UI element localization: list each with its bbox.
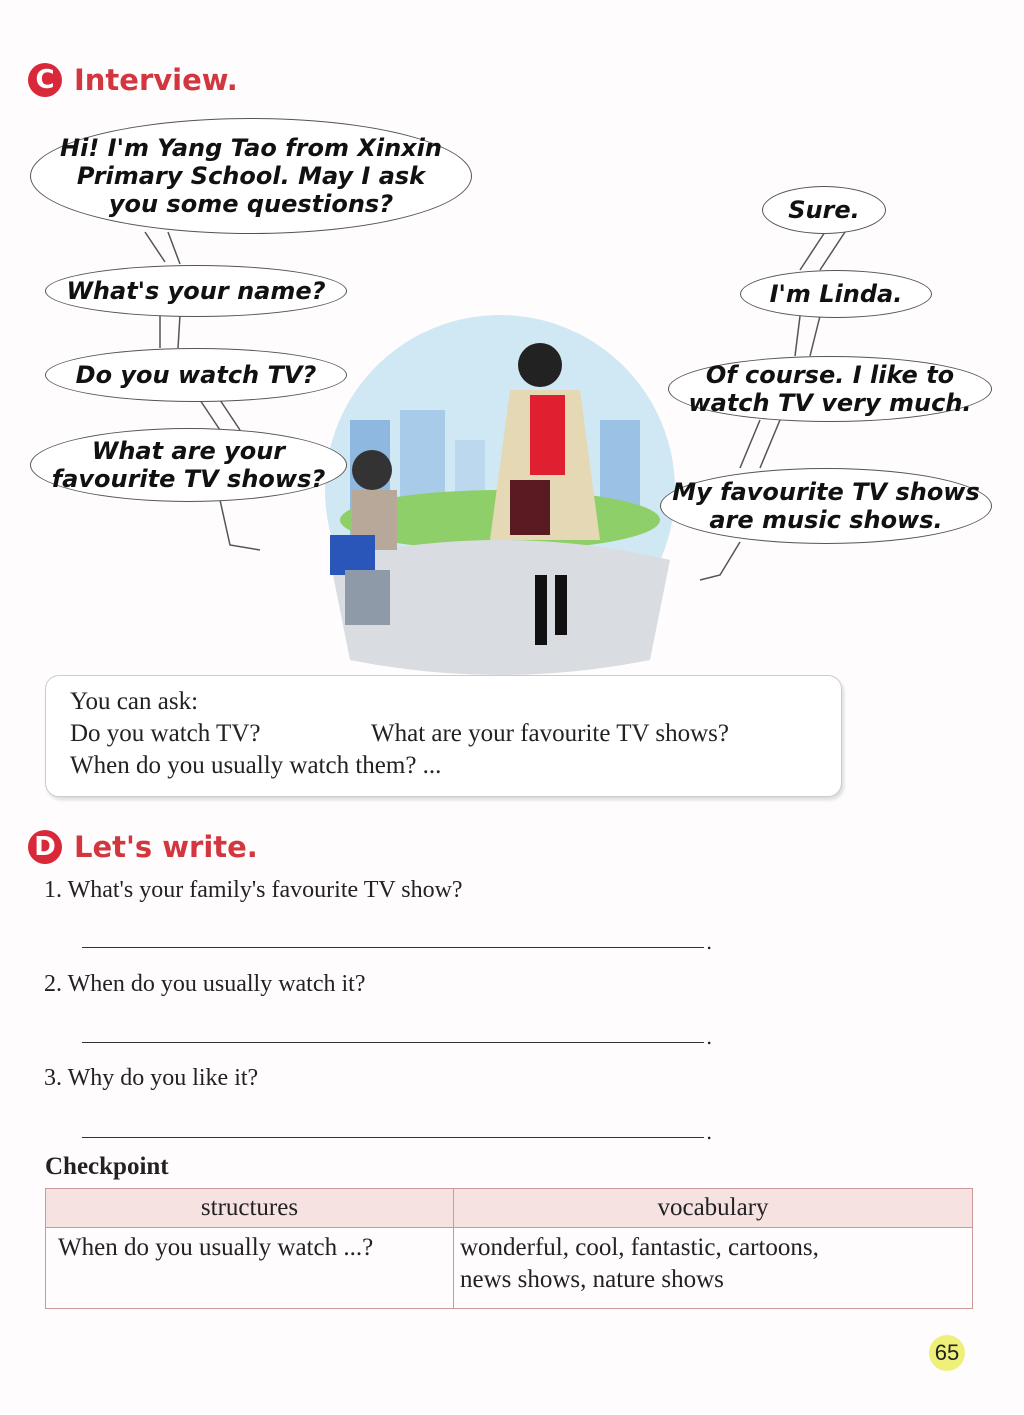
section-letter-badge: D — [28, 830, 62, 864]
ask-question: What are your favourite TV shows? — [371, 720, 729, 747]
ask-question: Do you watch TV? — [70, 720, 261, 747]
answer-line[interactable] — [82, 947, 704, 948]
speech-bubble-greeting: Hi! I'm Yang Tao from Xinxin Primary School. May I ask you some questions? — [30, 118, 472, 234]
speech-bubble-favourite-question: What are your favourite TV shows? — [30, 428, 347, 502]
answer-line[interactable] — [82, 1042, 704, 1043]
speech-bubble-linda: I'm Linda. — [740, 270, 932, 318]
speech-bubble-tv-question: Do you watch TV? — [45, 348, 347, 402]
textbook-page: C Interview. Hi! I'm Yang Tao from Xinxin Primary School. May I ask you some questions? What's your name? Do you watch TV? What are your favourite TV shows? Sure. I'm Linda. Of course. I like to watch TV very much. My favourite TV shows are music shows. You can ask: Do you watch TV? What are your favourite TV shows? When do you usually watch them? ... D Let's write. 1. What's your family's favourite TV show? . 2. When do you usually watch it? . 3. Why do you like it? . Checkpoint structures vocabulary When do you usually watch ...? wonderful, cool, fantastic, cartoons, news shows, nature shows 65 — [0, 0, 1024, 1415]
write-question: 3. Why do you like it? — [44, 1065, 259, 1091]
checkpoint-title: Checkpoint — [45, 1153, 169, 1180]
speech-bubble-sure: Sure. — [762, 186, 886, 234]
section-letter-badge: C — [28, 63, 62, 97]
answer-line[interactable] — [82, 1137, 704, 1138]
section-title: Interview. — [74, 63, 238, 97]
table-cell: When do you usually watch ...? — [46, 1228, 454, 1309]
ask-question: When do you usually watch them? ... — [70, 752, 442, 779]
section-d-heading — [28, 830, 258, 864]
table-header: structures — [46, 1189, 454, 1228]
table-cell: wonderful, cool, fantastic, cartoons, news shows, nature shows — [454, 1228, 973, 1309]
you-can-ask-box — [45, 675, 842, 797]
speech-bubble-name-question: What's your name? — [45, 265, 347, 317]
ask-label: You can ask: — [70, 688, 199, 715]
page-number: 65 — [929, 1335, 965, 1371]
write-question: 1. What's your family's favourite TV show? — [44, 877, 463, 903]
speech-bubble-music-shows: My favourite TV shows are music shows. — [660, 468, 992, 544]
section-title: Let's write. — [74, 830, 258, 864]
write-question: 2. When do you usually watch it? — [44, 971, 366, 997]
checkpoint-table — [45, 1188, 973, 1309]
speech-bubble-of-course: Of course. I like to watch TV very much. — [668, 356, 992, 422]
table-header: vocabulary — [454, 1189, 973, 1228]
